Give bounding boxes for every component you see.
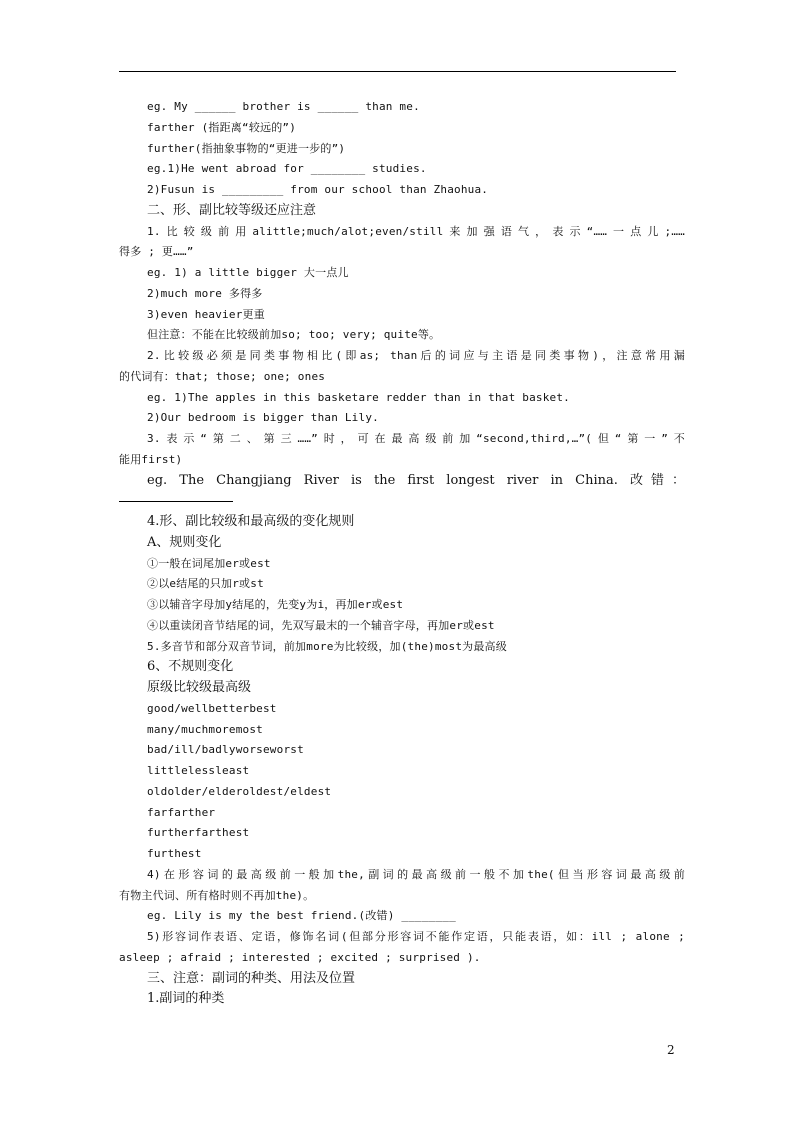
text-line: furthest <box>147 847 202 860</box>
text-line: littlelessleast <box>147 764 250 777</box>
text-line: oldolder/elderoldest/eldest <box>147 784 332 798</box>
text-line: 的代词有：that; those; one; ones <box>119 369 326 383</box>
text-line: 4.形、副比较级和最高级的变化规则 <box>147 514 355 529</box>
text-line: 原级比较级最高级 <box>147 680 252 695</box>
text-line: 3)even heavier更重 <box>147 307 265 321</box>
text-line: ③以辅音字母加y结尾的，先变y为i，再加er或est <box>147 598 404 611</box>
text-line: farfarther <box>147 805 216 819</box>
text-line: ④以重读闭音节结尾的词，先双写最末的一个辅音字母，再加er或est <box>147 618 495 632</box>
text-line: asleep ; afraid ; interested ; excited ; surprised ). <box>119 950 481 964</box>
text-line: 2)Our bedroom is bigger than Lily. <box>147 411 379 425</box>
text-line: 2)much more 多得多 <box>147 286 263 300</box>
text-line: 3.表示“第二、第三……”时，可在最高级前加“second,third,…”(但“第一”不 <box>147 432 685 445</box>
text-line: bad/ill/badlyworseworst <box>147 743 304 757</box>
answer-blank-line <box>119 491 685 512</box>
text-line: eg. Lily is my the best friend.(改错) ________ <box>147 909 456 923</box>
text-line: good/wellbetterbest <box>147 701 277 715</box>
text-line: 6、不规则变化 <box>147 659 234 675</box>
text-line: 但注意：不能在比较级前加so; too; very; quite等。 <box>147 328 441 342</box>
text-line: 1.比较级前用alittle;much/alot;even/still来加强语气，表示“……一点儿;…… <box>147 224 685 238</box>
text-line: A、规则变化 <box>147 534 222 550</box>
header-rule <box>119 71 676 72</box>
text-line: 5.多音节和部分双音节词，前加more为比较级，加(the)most为最高级 <box>147 639 507 653</box>
text-line: furtherfarthest <box>147 826 250 840</box>
text-line: 2.比较级必须是同类事物相比(即as; than后的词应与主语是同类事物)，注意常用漏 <box>147 349 685 362</box>
text-line: 二、形、副比较等级还应注意 <box>147 202 317 218</box>
text-line: eg. The Changjiang River is the first longest river in China. 改错： <box>147 472 685 488</box>
text-line: ②以e结尾的只加r或st <box>147 577 264 591</box>
text-line: further(指抽象事物的“更进一步的”) <box>147 141 346 155</box>
text-line: 三、注意：副词的种类、用法及位置 <box>147 970 356 986</box>
text-line: 5)形容词作表语、定语，修饰名词(但部分形容词不能作定语，只能表语，如：ill ; alone ; <box>147 930 685 943</box>
text-line: 4)在形容词的最高级前一般加the,副词的最高级前一般不加the(但当形容词最高级前 <box>147 867 685 881</box>
text-line: ①一般在词尾加er或est <box>147 556 271 570</box>
text-line: eg. 1)The apples in this basketare redder than in that basket. <box>147 390 570 404</box>
fill-in-blank <box>119 491 233 502</box>
text-line: eg.1)He went abroad for ________ studies. <box>147 162 427 176</box>
document-body <box>119 97 685 1010</box>
text-line: eg. 1) a little bigger 大一点儿 <box>147 266 349 279</box>
text-line: 2)Fusun is _________ from our school than Zhaohua. <box>147 183 489 196</box>
text-line: 有物主代词、所有格时则不再加the)。 <box>119 888 315 902</box>
text-line: 能用first) <box>119 452 183 466</box>
page-number: 2 <box>667 1043 675 1057</box>
text-line: eg. My ______ brother is ______ than me. <box>147 100 420 113</box>
text-line: farther (指距离“较远的”) <box>147 120 297 134</box>
text-line: 1.副词的种类 <box>147 991 225 1007</box>
text-line: many/muchmoremost <box>147 722 263 736</box>
text-line: 得多 ; 更……” <box>119 245 194 259</box>
